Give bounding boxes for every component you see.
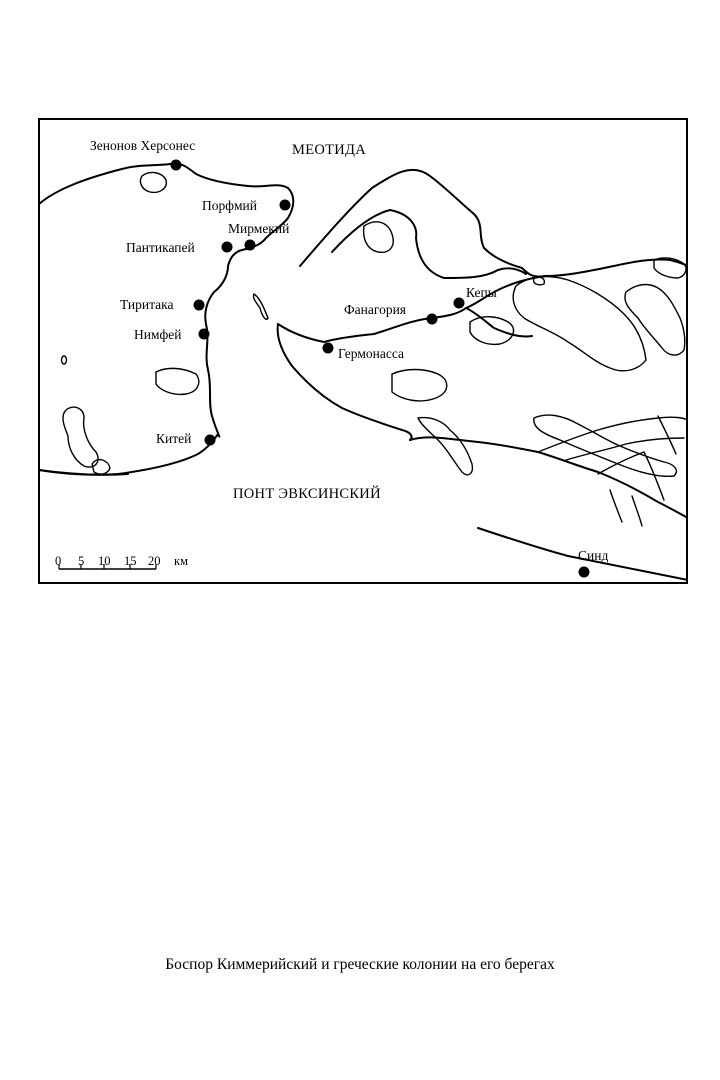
city-label-zenonov: Зенонов Херсонес — [90, 138, 196, 153]
city-marker-kitey — [205, 435, 216, 446]
kerch-lake-east — [156, 368, 199, 394]
southwest-coast — [39, 470, 128, 475]
taman-lagoon-4 — [418, 418, 472, 475]
scale-tick-15: 15 — [124, 554, 137, 568]
map-caption: Боспор Киммерийский и греческие колонии на его берегах — [165, 956, 555, 973]
city-label-mirmekiy: Мирмекий — [228, 221, 290, 236]
meotida-spit-inner — [332, 210, 526, 278]
black-sea-coast — [410, 437, 688, 518]
kuban-channel-4 — [610, 490, 642, 526]
city-label-kitey: Китей — [156, 431, 192, 446]
city-label-nimfey: Нимфей — [134, 327, 182, 342]
taman-lagoon-east — [625, 285, 685, 356]
sea-label-meotida: МЕОТИДА — [292, 142, 367, 158]
city-marker-fanagoriya — [427, 314, 438, 325]
city-label-porfmiy: Порфмий — [202, 198, 257, 213]
kuban-channel-5 — [658, 416, 676, 454]
city-label-germonassa: Гермонасса — [338, 346, 404, 361]
taman-lagoon-3 — [392, 370, 447, 401]
city-marker-zenonov — [171, 160, 182, 171]
taman-bay-inner — [466, 308, 532, 337]
city-marker-pantikapey — [222, 242, 233, 253]
city-marker-tiritaka — [194, 300, 205, 311]
scale-bar — [55, 554, 188, 569]
city-label-kepy: Кепы — [466, 285, 497, 300]
city-label-fanagoriya: Фанагория — [344, 302, 407, 317]
map-frame — [38, 118, 688, 584]
city-marker-porfmiy — [280, 200, 291, 211]
bosporus-map — [38, 118, 688, 584]
sea-label-pont: ПОНТ ЭВКСИНСКИЙ — [233, 486, 381, 502]
scale-tick-5: 5 — [78, 554, 85, 568]
kuban-channel-2 — [566, 438, 684, 460]
kerch-islet — [62, 356, 67, 364]
kerch-lake-north — [140, 173, 166, 193]
city-marker-germonassa — [323, 343, 334, 354]
kerch-lake-southwest — [63, 407, 98, 467]
city-marker-sind — [579, 567, 590, 578]
strait-islet-1 — [253, 294, 268, 319]
taman-lagoon-1 — [470, 317, 514, 345]
scale-unit: км — [174, 554, 188, 568]
kuban-channel-1 — [538, 417, 688, 452]
city-label-sind: Синд — [578, 548, 609, 563]
city-marker-kepy — [454, 298, 465, 309]
city-label-pantikapey: Пантикапей — [126, 240, 195, 255]
scale-tick-10: 10 — [98, 554, 111, 568]
taman-lagoon-2 — [513, 277, 646, 371]
city-label-tiritaka: Тиритака — [120, 297, 174, 312]
city-marker-nimfey — [199, 329, 210, 340]
taman-north-coast — [278, 259, 688, 342]
scale-tick-0: 0 — [55, 554, 62, 568]
scale-tick-20: 20 — [148, 554, 161, 568]
city-marker-mirmekiy — [245, 240, 256, 251]
kerch-lake-south — [92, 460, 110, 474]
taman-lake-north — [364, 222, 394, 252]
